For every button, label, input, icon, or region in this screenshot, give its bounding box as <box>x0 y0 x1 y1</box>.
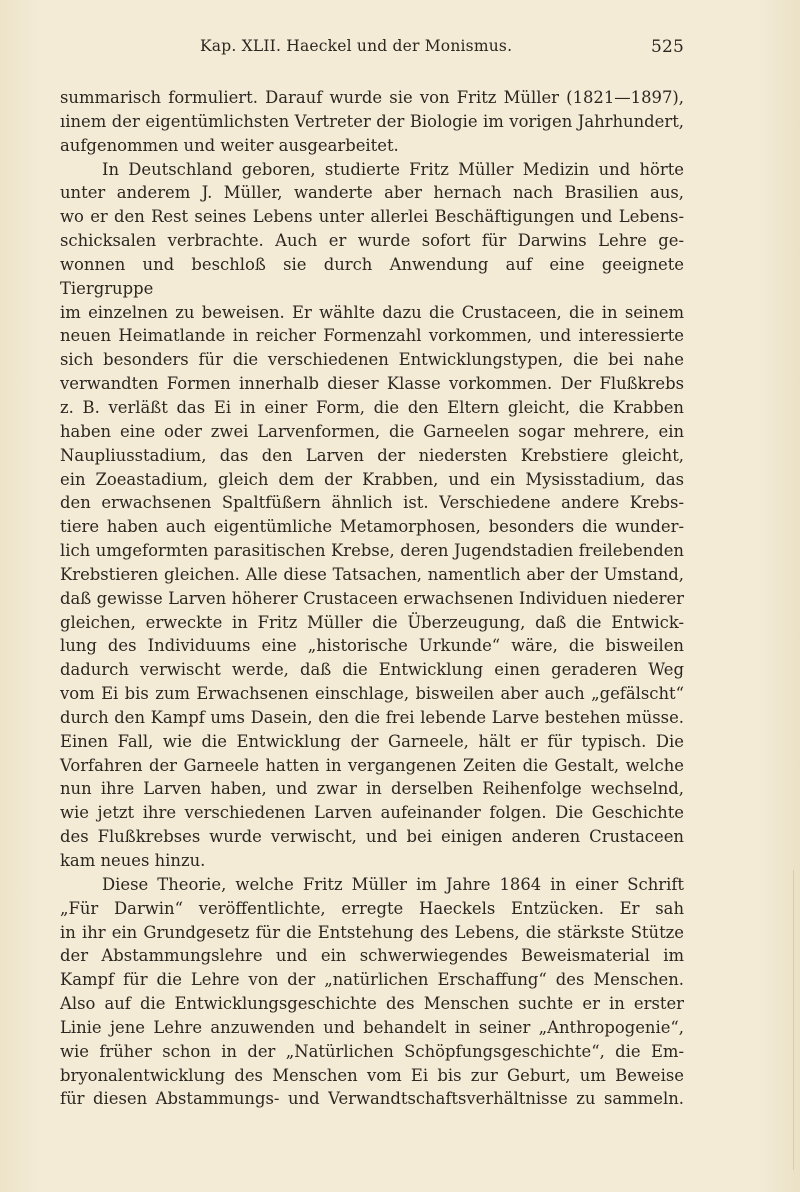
text-line: der Abstammungslehre und ein schwerwiegendes Beweismaterial im <box>60 946 684 966</box>
text-line: Linie jene Lehre anzuwenden und behandelt in seiner „Anthropogenie“, <box>60 1017 684 1037</box>
text-line: Also auf die Entwicklungsgeschichte des Menschen suchte er in erster <box>60 994 684 1014</box>
text-line: bryonalentwicklung des Menschen vom Ei bis zur Geburt, um Beweise <box>60 1065 684 1085</box>
text-line: ein Zoeastadium, gleich dem der Krabben, und ein Mysisstadium, das <box>60 469 684 489</box>
text-line: sich besonders für die verschiedenen Entwicklungstypen, die bei nahe <box>60 350 684 370</box>
text-line: Kampf für die Lehre von der „natürlichen Erschaffung“ des Menschen. <box>60 970 684 990</box>
text-line: wie früher schon in der „Natürlichen Schöpfungsgeschichte“, die Em- <box>60 1041 684 1061</box>
page-number: 525 <box>650 37 684 57</box>
text-line: im einzelnen zu beweisen. Er wählte dazu die Crustaceen, die in seinem <box>60 302 684 322</box>
text-line: wie jetzt ihre verschiedenen Larven aufeinander folgen. Die Geschichte <box>60 803 684 823</box>
text-line: neuen Heimatlande in reicher Formenzahl vorkommen, und interessierte <box>60 326 684 346</box>
text-line: haben eine oder zwei Larvenformen, die Garneelen sogar mehrere, ein <box>60 421 684 441</box>
running-header <box>60 37 684 63</box>
text-line: Krebstieren gleichen. Alle diese Tatsachen, namentlich aber der Umstand, <box>60 564 684 584</box>
running-title: Kap. XLII. Haeckel und der Monismus. <box>200 37 513 55</box>
text-line: summarisch formuliert. Darauf wurde sie von Fritz Müller (1821—1897), <box>60 88 684 107</box>
text-line: lung des Individuums eine „historische Urkunde“ wäre, die bisweilen <box>60 636 684 656</box>
text-line: aufgenommen und weiter ausgearbeitet. <box>60 135 399 155</box>
text-line: daß gewisse Larven höherer Crustaceen erwachsenen Individuen niederer <box>60 588 684 608</box>
text-line: ıinem der eigentümlichsten Vertreter der Biologie im vorigen Jahrhundert, <box>60 111 684 131</box>
text-line: nun ihre Larven haben, und zwar in derselben Reihenfolge wechselnd, <box>60 779 684 799</box>
text-line: lich umgeformten parasitischen Krebse, deren Jugendstadien freilebenden <box>60 541 684 561</box>
text-line: gleichen, erweckte in Fritz Müller die Überzeugung, daß die Entwick- <box>60 612 684 632</box>
text-line: für diesen Abstammungs- und Verwandtschaftsverhältnisse zu sammeln. <box>60 1089 684 1109</box>
text-line: verwandten Formen innerhalb dieser Klasse vorkommen. Der Flußkrebs <box>60 374 684 394</box>
text-line: Naupliusstadium, das den Larven der niedersten Krebstiere gleicht, <box>60 445 684 465</box>
text-line: durch den Kampf ums Dasein, den die frei lebende Larve bestehen müsse. <box>60 707 684 727</box>
page-edge-shadow <box>793 870 794 1170</box>
text-line: wonnen und beschloß sie durch Anwendung auf eine geeignete Tiergruppe <box>60 254 684 298</box>
text-line: z. B. verläßt das Ei in einer Form, die den Eltern gleicht, die Krabben <box>60 397 684 417</box>
text-line: unter anderem J. Müller, wanderte aber hernach nach Brasilien aus, <box>60 183 684 203</box>
text-line: wo er den Rest seines Lebens unter allerlei Beschäftigungen und Lebens- <box>60 207 684 227</box>
text-line: tiere haben auch eigentümliche Metamorphosen, besonders die wunder- <box>60 517 684 537</box>
text-line: In Deutschland geboren, studierte Fritz Müller Medizin und hörte <box>102 159 684 179</box>
text-line: Vorfahren der Garneele hatten in vergangenen Zeiten die Gestalt, welche <box>60 755 684 775</box>
text-line: des Flußkrebses wurde verwischt, und bei einigen anderen Crustaceen <box>60 827 684 847</box>
text-line: dadurch verwischt werde, daß die Entwicklung einen geraderen Weg <box>60 660 684 680</box>
text-line: „Für Darwin“ veröffentlichte, erregte Haeckels Entzücken. Er sah <box>60 898 684 918</box>
text-line: schicksalen verbrachte. Auch er wurde sofort für Darwins Lehre ge- <box>60 231 684 251</box>
text-line: in ihr ein Grundgesetz für die Entstehung des Lebens, die stärkste Stütze <box>60 922 684 942</box>
text-line: Diese Theorie, welche Fritz Müller im Jahre 1864 in einer Schrift <box>102 874 684 894</box>
body-text <box>60 86 684 1111</box>
text-line: den erwachsenen Spaltfüßern ähnlich ist. Verschiedene andere Krebs- <box>60 493 684 513</box>
text-line: vom Ei bis zum Erwachsenen einschlage, bisweilen aber auch „gefälscht“ <box>60 684 684 704</box>
text-line: kam neues hinzu. <box>60 851 206 870</box>
text-line: Einen Fall, wie die Entwicklung der Garneele, hält er für typisch. Die <box>60 731 684 751</box>
